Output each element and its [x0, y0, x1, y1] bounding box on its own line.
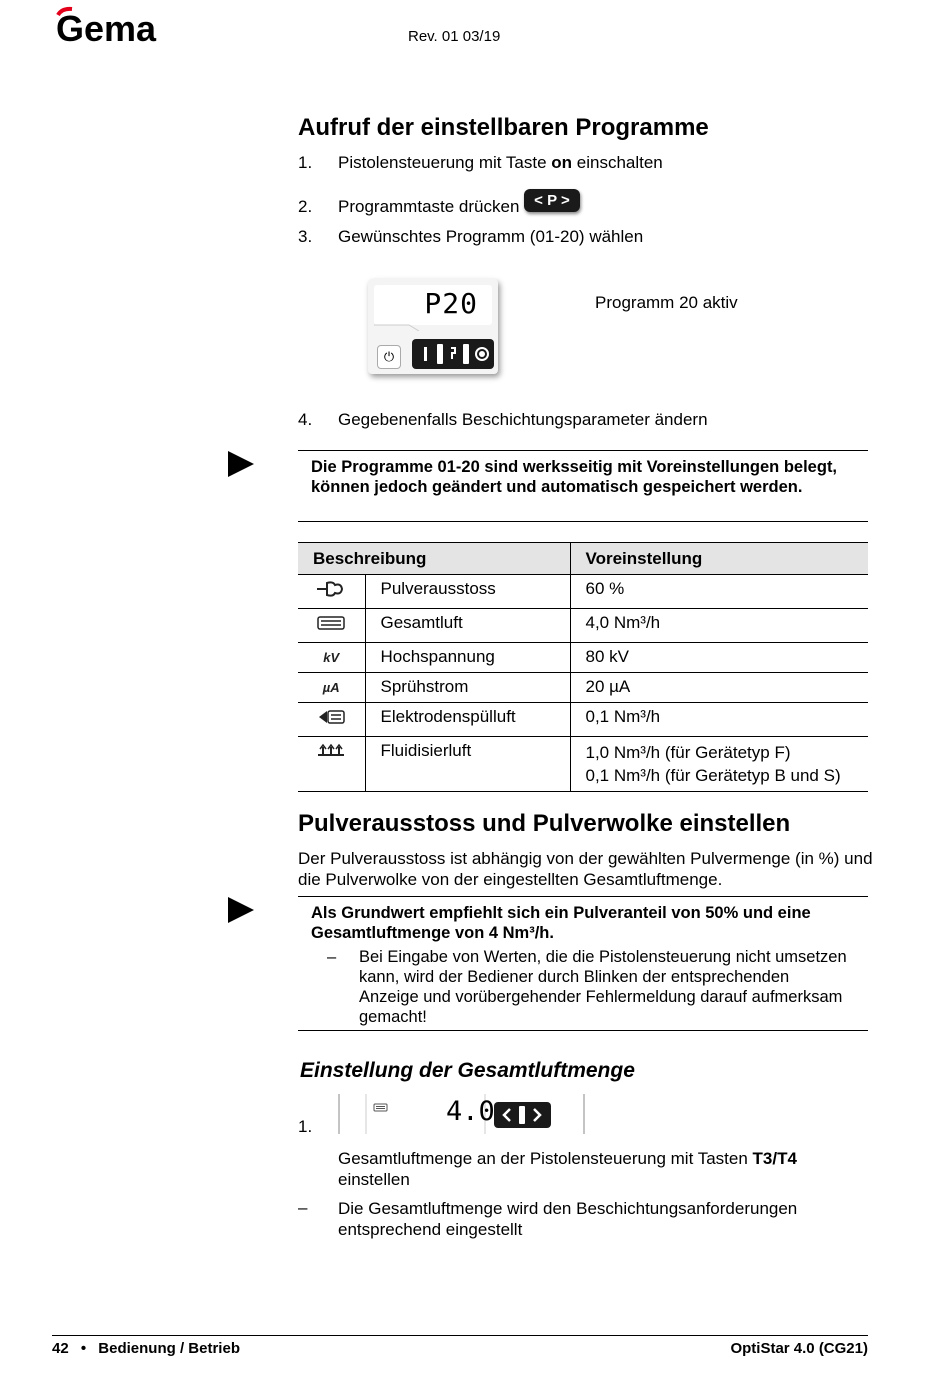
table-row: Pulverausstoss 60 % — [298, 575, 868, 609]
microampere-icon: µA — [322, 680, 340, 695]
section-title-powder: Pulverausstoss und Pulverwolke einstellen — [298, 810, 791, 837]
step-2: 2. Programmtaste drücken < P > — [298, 184, 580, 217]
footer-chapter: 42 • Bedienung / Betrieb — [52, 1340, 240, 1357]
table-row: Elektrodenspülluft 0,1 Nm³/h — [298, 703, 868, 737]
electrode-rinsing-icon — [315, 707, 347, 727]
panel-buttons-icon — [412, 339, 494, 369]
panel-button-bar — [412, 339, 494, 369]
result-dash: – — [298, 1198, 308, 1217]
preset-table — [298, 542, 868, 792]
air-step-number: 1. — [298, 1117, 313, 1136]
subsection-title-air: Einstellung der Gesamtluftmenge — [300, 1059, 635, 1082]
panel-screen-notch — [374, 319, 492, 331]
footer-divider — [52, 1335, 868, 1336]
step-1: 1. Pistolensteuerung mit Taste on einschalten — [298, 153, 663, 172]
step-4: 4. Gegebenenfalls Beschichtungsparameter ändern — [298, 410, 708, 429]
gema-logo — [52, 6, 164, 51]
air-display-strip — [338, 1094, 586, 1134]
svg-text:Gema: Gema — [56, 8, 157, 46]
table-row: µA Sprühstrom 20 µA — [298, 673, 868, 703]
control-panel-image — [368, 279, 498, 374]
table-header-description: Beschreibung — [298, 543, 570, 575]
step-3: 3. Gewünschtes Programm (01-20) wählen — [298, 227, 644, 246]
table-row: Gesamtluft 4,0 Nm³/h — [298, 609, 868, 643]
note-arrow-icon — [228, 897, 254, 923]
powder-paragraph: Der Pulverausstoss ist abhängig von der gewählten Pulvermenge (in %) und die Pulverwolke von der eingestellten Gesamtluftmenge. — [298, 849, 873, 889]
revision-label: Rev. 01 03/19 — [408, 28, 501, 45]
power-icon: ⏻ — [377, 345, 401, 369]
footer-product: OptiStar 4.0 (CG21) — [730, 1340, 868, 1357]
note-recommendation: Als Grundwert empfiehlt sich ein Pulveranteil von 50% und eine Gesamtluftmenge von 4 Nm³/h. – Bei Eingabe von Werten, die die Pistolensteuerung nicht umsetzen kann, wird der Bediener durch Blinken der entsprechenden Anzeige und vorübergehender Fehlermeldung darauf aufmerksam gemacht! — [298, 896, 868, 1031]
air-instruction: Gesamtluftmenge an der Pistolensteuerung mit Tasten T3/T4 einstellen — [338, 1149, 797, 1189]
air-display-value: 4.0 — [446, 1096, 495, 1127]
total-air-icon — [315, 613, 347, 633]
table-row: Fluidisierluft 1,0 Nm³/h (für Gerätetyp F) 0,1 Nm³/h (für Gerätetyp B und S) — [298, 737, 868, 792]
kv-icon: kV — [323, 650, 340, 665]
note-presets: Die Programme 01-20 sind werksseitig mit Voreinstellungen belegt, können jedoch geändert und automatisch gespeichert werden. — [298, 450, 868, 522]
air-result: Die Gesamtluftmenge wird den Beschichtungsanforderungen entsprechend eingestellt — [338, 1199, 798, 1239]
powder-output-icon — [315, 579, 347, 599]
table-row: kV Hochspannung 80 kV — [298, 643, 868, 673]
table-header-default: Voreinstellung — [570, 543, 868, 575]
section-title-programs: Aufruf der einstellbaren Programme — [298, 114, 709, 141]
note-arrow-icon — [228, 451, 254, 477]
fluidizing-icon — [315, 741, 347, 761]
gema-logo-svg — [52, 6, 164, 46]
panel-caption: Programm 20 aktiv — [595, 293, 738, 312]
panel-display: P20 — [424, 287, 478, 320]
program-key-icon: < P > — [524, 189, 580, 212]
